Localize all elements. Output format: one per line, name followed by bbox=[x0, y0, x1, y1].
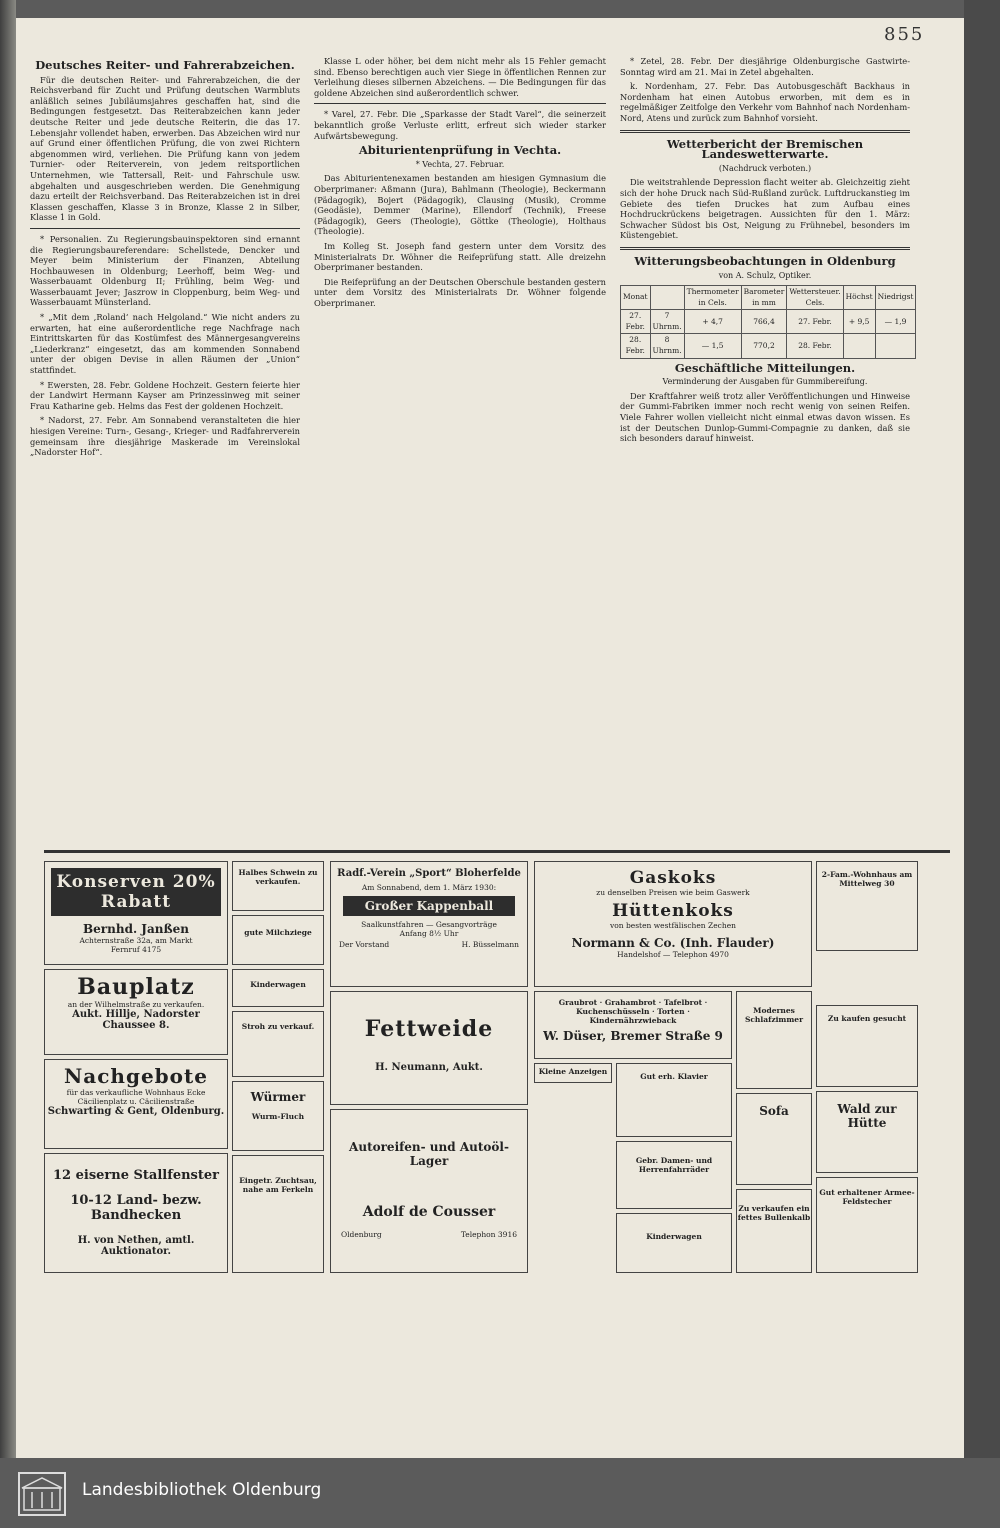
ad-autoreifen-title: Autoreifen- und Autoöl-Lager bbox=[349, 1140, 509, 1168]
ad-gaskoks-title: Gaskoks bbox=[629, 868, 717, 888]
library-logo-icon bbox=[18, 1472, 66, 1516]
ad-fettweide-title: Fettweide bbox=[364, 1016, 494, 1042]
ad-schwein: Halbes Schwein zu verkaufen. bbox=[232, 861, 324, 911]
observations-title: Witterungsbeobachtungen in Oldenburg bbox=[634, 253, 896, 268]
ad-stallfenster-sub: 10-12 Land- bezw. Bandhecken bbox=[70, 1193, 202, 1223]
article-zetel: * Zetel, 28. Febr. Der diesjährige Oldenburgische Gastwirte-Sonntag wird am 21. Mai in Zetel abgehalten. bbox=[620, 56, 910, 77]
ad-normann-name: Normann & Co. (Inh. Flauder) bbox=[571, 936, 775, 950]
table-cell: 27. Febr. bbox=[787, 310, 843, 334]
table-cell: 770,2 bbox=[741, 334, 787, 358]
ad-autoreifen bbox=[330, 1109, 528, 1273]
ad-kappenball-banner: Großer Kappenball bbox=[343, 896, 515, 916]
ad-kaufen-gesucht: Zu kaufen gesucht bbox=[816, 1005, 918, 1087]
ad-fahrraeder: Gebr. Damen- und Herrenfahrräder bbox=[616, 1141, 732, 1209]
column-1 bbox=[30, 56, 300, 462]
ad-milchziege: gute Milchziege bbox=[232, 915, 324, 965]
footer-bar bbox=[0, 1458, 1000, 1528]
newspaper-page bbox=[16, 18, 964, 1458]
ad-autoreifen-footer: Oldenburg Telephon 3916 bbox=[341, 1230, 517, 1239]
column-2 bbox=[314, 56, 606, 312]
weather-title: Wetterbericht der Bremischen Landeswetterwarte. bbox=[666, 136, 864, 162]
ad-normann-address: Handelshof — Telephon 4970 bbox=[617, 950, 729, 959]
ad-fettweide bbox=[330, 991, 528, 1105]
ad-kappenball-date: Am Sonnabend, dem 1. März 1930: bbox=[361, 883, 497, 892]
ad-kappenball-footer: Der Vorstand H. Büsselmann bbox=[339, 940, 519, 949]
ad-kinderwagen-2: Kinderwagen bbox=[616, 1213, 732, 1273]
ad-bauplatz-title: Bauplatz bbox=[77, 974, 195, 1000]
article-body-reiter-cont: Klasse L oder höher, bei dem nicht mehr als 15 Fehler gemacht sind. Ebenso berechtigen auch vier Siege in öffentlichen Rennen zur Verleihung dieses silbernen Abzeichens. — Die Bedingungen für das goldene Abzeichen sind außerordentlich schwer. bbox=[314, 56, 606, 98]
table-header: Barometer in mm bbox=[741, 286, 787, 310]
table-cell: + 4,7 bbox=[684, 310, 741, 334]
table-cell: — 1,9 bbox=[875, 310, 916, 334]
ad-konserven bbox=[44, 861, 228, 965]
article-body-reiter: Für die deutschen Reiter- und Fahrerabzeichen, die der Reichsverband für Zucht und Prüfung deutschen Warmbluts anläßlich seines Jubiläumsjahres geschaffen hat, sind die Bedingungen festgesetzt. Das Reiterabzeichen kann jeder deutsche Reiter und jede deutsche Reiterin, die das 17. Lebensjahr vollendet haben, erwerben. Das Abzeichen wird nur auf Grund einer öffentlichen Prüfung, die von zwei Richtern abgenommen wird, verliehen. Die Prüfung kann von jedem Turnier- oder Reiterverein, von jedem reitsportlichen Unternehmen, wie Tattersall, Reit- und Fahrschule usw. abgehalten und ausgeschrieben werden. Die Genehmigung dazu erteilt der Reichsverband. Das Reiterabzeichen ist in drei Klassen geschaffen, Klasse 3 in Bronze, Klasse 2 in Silber, Klasse 1 in Gold. bbox=[30, 74, 300, 223]
ad-sofa: Sofa bbox=[736, 1093, 812, 1185]
ad-nachgebote bbox=[44, 1059, 228, 1149]
article-oberschule: Die Reifeprüfung an der Deutschen Oberschule bestanden gestern unter dem Vorsitz des Ministerialrats Dr. Wöhner folgende Oberprimaner. bbox=[314, 276, 606, 308]
ad-zuchtsau: Eingetr. Zuchtsau, nahe am Ferkeln bbox=[232, 1155, 324, 1273]
business-body: Der Kraftfahrer weiß trotz aller Veröffentlichungen und Hinweise der Gummi-Fabriken immer noch recht wenig von seinen Reifen. Viele Fahrer wollen vielleicht nicht einmal etwas davon wissen. Es ist der Deutschen Dunlop-Gummi-Compagnie zu danken, daß sie sich besonders darauf hinweist. bbox=[620, 390, 910, 444]
page-edge bbox=[964, 0, 1000, 1458]
ad-kappenball bbox=[330, 861, 528, 987]
table-header: Niedrigst bbox=[875, 286, 916, 310]
ad-schlafzimmer: Modernes Schlafzimmer bbox=[736, 991, 812, 1089]
table-cell: 766,4 bbox=[741, 310, 787, 334]
ad-kappenball-club: Radf.-Verein „Sport“ Bloherfelde bbox=[337, 868, 521, 879]
ad-fettweide-name: H. Neumann, Aukt. bbox=[375, 1062, 483, 1073]
table-cell: + 9,5 bbox=[843, 310, 875, 334]
table-cell bbox=[875, 334, 916, 358]
table-header: Monat bbox=[621, 286, 651, 310]
weather-body: Die weitstrahlende Depression flacht weiter ab. Gleichzeitig zieht sich der hohe Druck nach Süd-Rußland zurück. Luftdruckanstieg im Gebiete des tiefen Druckes hat zum Aufbau eines Hochdruckrückens beigetragen. Aussichten für den 1. März: Schwacher Südost bis Ost, Neigung zu Frühnebel, besonders im Küstengebiet. bbox=[620, 177, 910, 241]
divider bbox=[314, 103, 606, 104]
weather-table bbox=[620, 285, 916, 359]
ad-wuermer: Würmer Wurm-Fluch bbox=[232, 1081, 324, 1151]
ads-section bbox=[44, 850, 950, 1457]
ad-wald-zur-huette: Wald zur Hütte bbox=[816, 1091, 918, 1173]
table-header: Wettersteuer. Cels. bbox=[787, 286, 843, 310]
ad-stallfenster-name: H. von Nethen, amtl. Auktionator. bbox=[77, 1235, 195, 1257]
article-ewersten: * Ewersten, 28. Febr. Goldene Hochzeit. Gestern feierte hier der Landwirt Hermann Kayser am Prinzessinweg mit seiner Frau Katharine geb. Helms das Fest der goldenen Hochzeit. bbox=[30, 379, 300, 411]
table-cell: 28. Febr. bbox=[621, 334, 651, 358]
ad-konserven-name: Bernhd. Janßen bbox=[83, 922, 189, 936]
article-nadorst: * Nadorst, 27. Febr. Am Sonnabend veranstalteten die hier hiesigen Vereine: Turn-, Gesang-, Krieger- und Radfahrerverein gemeinsam ihre diesjährige Maskerade im Vereinslokal „Nadorster Hof“. bbox=[30, 415, 300, 458]
ad-bullenkalb: Zu verkaufen ein fettes Bullenkalb bbox=[736, 1189, 812, 1273]
table-row bbox=[621, 334, 916, 358]
ad-stallfenster-title: 12 eiserne Stallfenster bbox=[53, 1168, 219, 1183]
table-header: Thermometer in Cels. bbox=[684, 286, 741, 310]
ad-gaskoks bbox=[534, 861, 812, 987]
page-binding bbox=[0, 0, 16, 1458]
article-varel: * Varel, 27. Febr. Die „Sparkasse der Stadt Varel“, die seinerzeit bekanntlich große Verluste erlitt, erfreut sich wieder starker Aufwärtsbewegung. bbox=[314, 109, 606, 141]
article-nordenham: k. Nordenham, 27. Febr. Das Autobusgeschäft Backhaus in Nordenham hat einen Autobus erworben, mit dem es in regelmäßiger Zeitfolge den Verkehr vom Bahnhof nach Nordenham-Nord, Atens und zurück zum Bahnhof vorsieht. bbox=[620, 81, 910, 123]
table-header: Höchst bbox=[843, 286, 875, 310]
article-dateline-abitur: * Vechta, 27. Februar. bbox=[415, 159, 505, 169]
ad-kappenball-program: Saalkunstfahren — Gesangvorträge bbox=[361, 920, 497, 929]
article-title-reiter: Deutsches Reiter- und Fahrerabzeichen. bbox=[35, 58, 295, 72]
ad-nachgebote-name: Schwarting & Gent, Oldenburg. bbox=[47, 1106, 225, 1117]
ad-huettenkoks-title: Hüttenkoks bbox=[612, 901, 734, 921]
ad-konserven-phone: Fernruf 4175 bbox=[110, 945, 162, 954]
article-personalien: * Personalien. Zu Regierungsbauinspektoren sind ernannt die Regierungsbaureferendare: Schellstede, Dencker und Meyer beim Ministerium der Finanzen, Abteilung Hochbauwesen in Oldenburg; Leerhoff, beim Weg- und Wasserbauamt Oldenburg II; Frühling, beim Weg- und Wasserbauamt Jever; Jaszrow in Cloppenburg, beim Weg- und Wasserbauamt Münsterland. bbox=[30, 233, 300, 308]
ad-dueser-items: Graubrot · Grahambrot · Tafelbrot · Kuchenschüsseln · Torten · Kindernährzwieback bbox=[558, 998, 708, 1025]
table-cell: 27. Febr. bbox=[621, 310, 651, 334]
article-helgoland: * „Mit dem ‚Roland‘ nach Helgoland.“ Wie nicht anders zu erwarten, hat eine außerordentliche rege Nachfrage nach Eintrittskarten für das Kostümfest des Männergesangvereins „Liederkranz“ eingesetzt, das am kommenden Sonnabend unter der obigen Devise in allen Räumen der „Union“ stattfindet. bbox=[30, 312, 300, 376]
ad-autoreifen-name: Adolf de Cousser bbox=[362, 1204, 496, 1220]
ad-konserven-title: Konserven 20% Rabatt bbox=[56, 872, 216, 912]
business-title: Geschäftliche Mitteilungen. bbox=[674, 360, 856, 375]
ad-dueser-name: W. Düser, Bremer Straße 9 bbox=[543, 1029, 723, 1043]
ad-wohnhaus: 2-Fam.-Wohnhaus am Mittelweg 30 bbox=[816, 861, 918, 951]
table-cell bbox=[843, 334, 875, 358]
observations-subtitle: von A. Schulz, Optiker. bbox=[718, 270, 812, 280]
ad-dueser bbox=[534, 991, 732, 1059]
ad-konserven-banner bbox=[51, 868, 221, 916]
ad-gaskoks-sub: zu denselben Preisen wie beim Gaswerk bbox=[596, 888, 750, 897]
table-cell: 8 Uhrnm. bbox=[650, 334, 684, 358]
ad-kappenball-time: Anfang 8½ Uhr bbox=[399, 929, 459, 938]
ad-stroh: Stroh zu verkauf. bbox=[232, 1011, 324, 1077]
ad-bauplatz-body: an der Wilhelmstraße zu verkaufen. bbox=[67, 1000, 205, 1009]
article-title-abitur: Abiturientenprüfung in Vechta. bbox=[358, 143, 562, 158]
ad-stallfenster bbox=[44, 1153, 228, 1273]
table-cell: 28. Febr. bbox=[787, 334, 843, 358]
table-row bbox=[621, 310, 916, 334]
business-subtitle: Verminderung der Ausgaben für Gummibereifung. bbox=[662, 377, 868, 387]
weather-subtitle: (Nachdruck verboten.) bbox=[718, 163, 812, 173]
ad-konserven-address: Achternstraße 32a, am Markt bbox=[79, 936, 193, 945]
ad-nachgebote-body: für das verkaufliche Wohnhaus Ecke Cäcilienplatz u. Cäcilienstraße bbox=[66, 1088, 206, 1106]
ad-kleine-anzeigen: Kleine Anzeigen bbox=[534, 1063, 612, 1083]
ad-bauplatz-name: Aukt. Hillje, Nadorster Chaussee 8. bbox=[72, 1009, 200, 1031]
ad-feldstecher: Gut erhaltener Armee-Feldstecher bbox=[816, 1177, 918, 1273]
ad-kinderwagen: Kinderwagen bbox=[232, 969, 324, 1007]
library-name: Landesbibliothek Oldenburg bbox=[82, 1480, 322, 1500]
article-body-abitur: Das Abiturientenexamen bestanden am hiesigen Gymnasium die Oberprimaner: Aßmann (Jura), Bahlmann (Theologie), Beckermann (Pädagogik), Bojert (Pädagogik), Clausing (Musik), Cromme (Geodäsie), Demmer (Marine), Ellendorf (Technik), Freese (Pädagogik), Geers (Theologie), Göttke (Theologie), Holthaus (Theologie). bbox=[314, 173, 606, 237]
table-cell: — 1,5 bbox=[684, 334, 741, 358]
table-header bbox=[650, 286, 684, 310]
divider bbox=[30, 228, 300, 229]
ad-nachgebote-title: Nachgebote bbox=[64, 1064, 208, 1088]
ad-bauplatz bbox=[44, 969, 228, 1055]
divider bbox=[620, 130, 910, 133]
page-number: 855 bbox=[884, 24, 925, 45]
ad-klavier: Gut erh. Klavier bbox=[616, 1063, 732, 1137]
column-3 bbox=[620, 56, 914, 448]
divider bbox=[620, 247, 910, 250]
table-cell: 7 Uhrnm. bbox=[650, 310, 684, 334]
article-joseph: Im Kolleg St. Joseph fand gestern unter dem Vorsitz des Ministerialrats Dr. Wöhner die Reifeprüfung statt. Alle dreizehn Oberprimaner bestanden. bbox=[314, 240, 606, 273]
table-header-row bbox=[621, 286, 916, 310]
ad-huettenkoks-sub: von besten westfälischen Zechen bbox=[610, 921, 736, 930]
